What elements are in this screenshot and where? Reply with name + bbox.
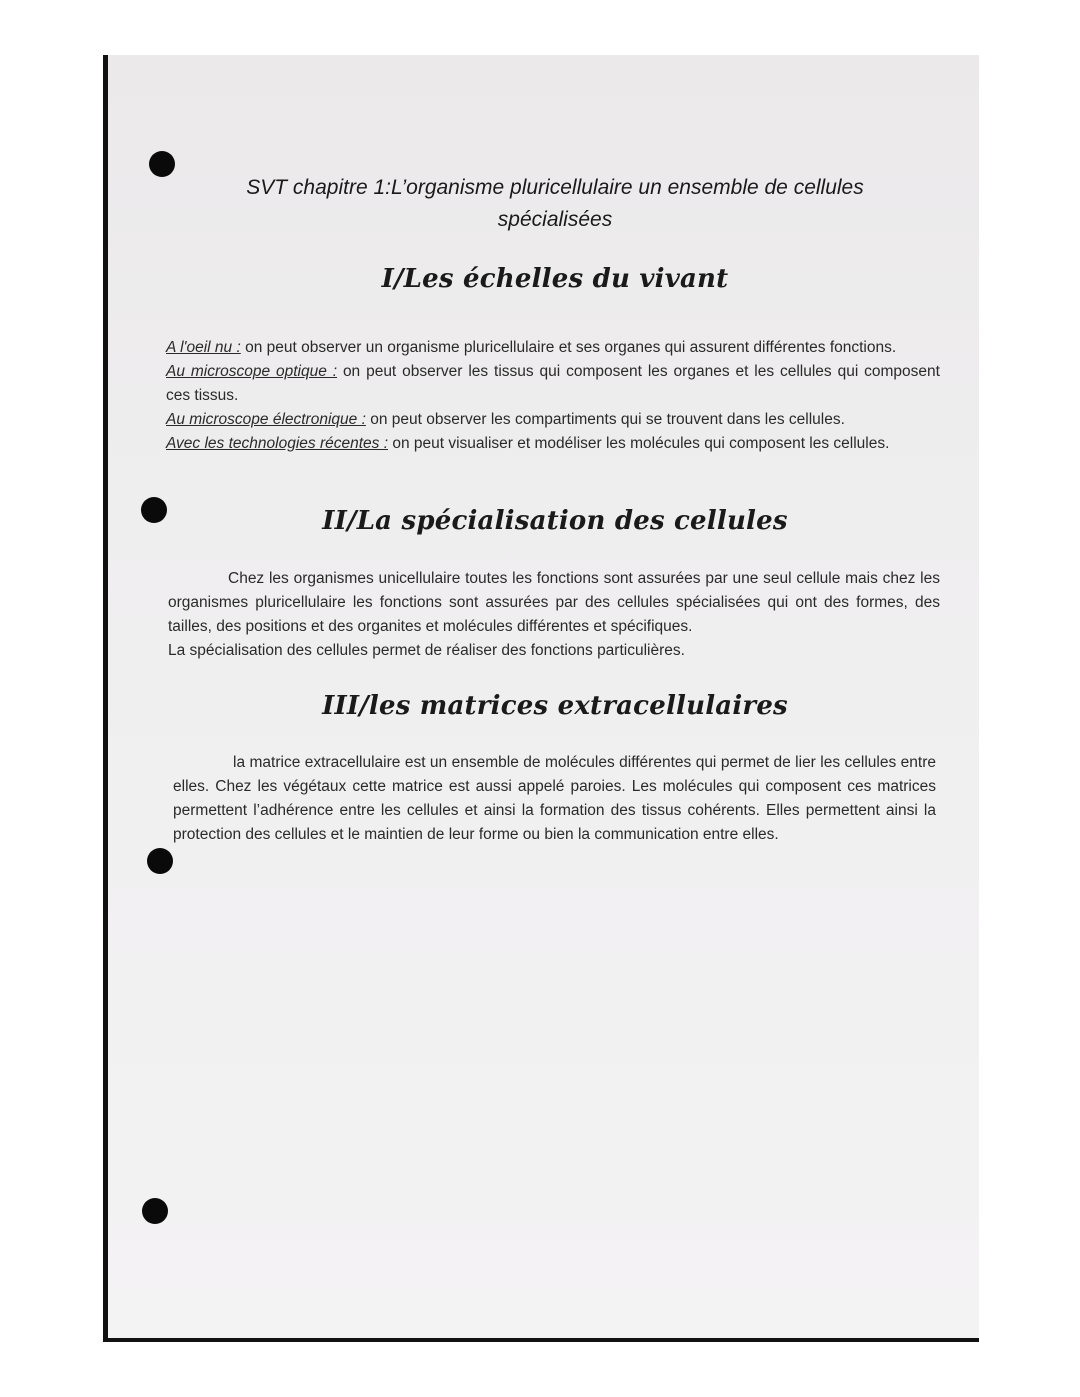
punch-hole-2 — [141, 497, 167, 523]
entry-text: on peut observer les compartiments qui se trouvent dans les cellules. — [365, 411, 845, 428]
paragraph: Chez les organismes unicellulaire toutes les fonctions sont assurées par une seul cellule mais chez les organismes pluricellulaire les fonctions sont assurées par des cellules spécialisées qui ont des formes, des tailles, des positions et des organites et molécules différentes et spécifiques. — [168, 570, 940, 635]
entry-text: on peut observer un organisme pluricellulaire et ses organes qui assurent différentes fonctions. — [240, 339, 897, 356]
section-3-body — [173, 751, 936, 847]
section-1-body — [166, 336, 940, 456]
list-item — [166, 432, 940, 456]
paragraph: la matrice extracellulaire est un ensemble de molécules différentes qui permet de lier les cellules entre elles. Chez les végétaux cette matrice est aussi appelé paroies. Les molécules qui composent ces matrices permettent l’adhérence entre les cellules et ainsi la formation des tissus cohérents. Elles permettent ainsi la protection des cellules et le maintien de leur forme ou bien la communication entre elles. — [173, 754, 936, 843]
entry-text: on peut visualiser et modéliser les molécules qui composent les cellules. — [388, 435, 890, 452]
punch-hole-4 — [142, 1198, 168, 1224]
punch-hole-3 — [147, 848, 173, 874]
punch-hole-1 — [149, 151, 175, 177]
list-item — [166, 336, 940, 360]
entry-label: Au microscope électronique : — [166, 411, 366, 428]
entry-label: Au microscope optique : — [166, 363, 338, 380]
paragraph: La spécialisation des cellules permet de réaliser des fonctions particulières. — [168, 642, 685, 659]
entry-text: on peut observer les tissus qui composent les organes et les cellules qui composent ces tissus. — [166, 363, 940, 404]
entry-label: Avec les technologies récentes : — [166, 435, 389, 452]
document-title: SVT chapitre 1:L’organisme pluricellulaire un ensemble de cellules spécialisées — [246, 176, 864, 231]
section-heading-3: III/les matrices extracellulaires — [322, 691, 788, 721]
list-item — [166, 408, 940, 432]
entry-label: A l'oeil nu : — [166, 339, 241, 356]
section-heading-1: I/Les échelles du vivant — [381, 264, 729, 294]
section-2-body — [168, 567, 940, 663]
list-item — [166, 360, 940, 408]
section-heading-2: II/La spécialisation des cellules — [322, 506, 788, 536]
